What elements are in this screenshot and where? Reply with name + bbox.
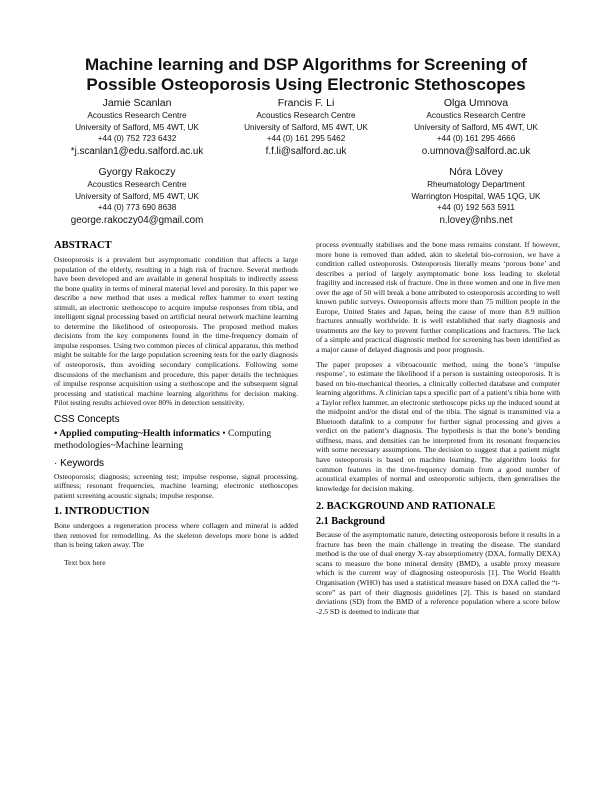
- author-name: Nóra Lövey: [449, 166, 503, 178]
- author-block-3: [391, 97, 561, 158]
- abstract-heading: ABSTRACT: [54, 240, 112, 251]
- author-email[interactable]: f.f.li@salford.ac.uk: [265, 145, 347, 157]
- author-phone: +44 (0) 192 563 5911: [437, 203, 515, 212]
- introduction-heading: 1. INTRODUCTION: [54, 506, 150, 518]
- concepts-body: [54, 428, 298, 452]
- right-column: [316, 240, 560, 621]
- abstract-text: Osteoporosis is a prevalent but asymptomatic condition that affects a large population of the elderly, resulting in a high risk of fracture. Several methods have been developed and are available in general hospitals to indirectly assess the bone quality in terms of mineral material level and porosity. In this paper we describe a new method that uses a medical reflex hammer to exert testing stimuli, an electronic stethoscope to acquire impulse responses from tibia, and intelligent signal processing based on artificial neural network machine learning to determine the likelihood of osteoporosis. The proposed method makes decisions from the key components found in the time-frequency domain of impulse responses. Using two common pieces of clinical apparatus, this method might be suitable for the large population screening tests for the early diagnosis of osteoporosis, thus avoiding secondary complications. Following some discussions of the mechanism and procedure, this paper details the techniques of impulse response acquisition using a stethoscope and the subsequent signal processing and statistical machine learning algorithms for decision making. Pilot testing results achieved over 80% in detection sensitivity.: [54, 255, 298, 408]
- author-email[interactable]: o.umnova@salford.ac.uk: [421, 145, 531, 157]
- introduction-text: Bone undergoes a regeneration process where collagen and mineral is added then removed for remodelling. As the skeleton develops more bone is added than is being taken away. The: [54, 521, 298, 550]
- introduction-continued-text: process eventually stabilises and the bone mass remains constant. If however, more bone is removed than added, akin to skeletal bio-corrosion, we have a condition called osteoporosis. Osteoporosis literally means ‘porous bone’ and describes a period of largely asymptomatic bone loss leading to skeletal fragility and increased risk of fracture. One in three women and one in five men over the age of 50 will break a bone attributed to osteoporosis according to well known public surveys. Osteoporosis affects more than 75 million people in the Europe, United States and Japan, being the cause of more than 8.9 million fractures annually worldwide. It is well established that early diagnosis and treatments are the key to prevent further complications and fractures. The lack of a simple and practical diagnostic method for screening has been identified as a major cause of delayed diagnosis and poor prognosis.: [316, 240, 560, 355]
- author-block-4: [52, 166, 222, 227]
- text-box-placeholder: Text box here: [64, 558, 106, 568]
- concepts-primary: • Applied computing~Health informatics: [54, 427, 220, 439]
- left-column: [54, 240, 298, 568]
- author-affiliation: Rheumatology Department: [427, 180, 525, 189]
- author-affiliation: Acoustics Research Centre: [256, 111, 356, 120]
- author-address: University of Salford, M5 4WT, UK: [75, 191, 199, 201]
- author-email[interactable]: *j.scanlan1@edu.salford.ac.uk: [70, 145, 204, 157]
- author-block-2: [221, 97, 391, 158]
- author-address: University of Salford, M5 4WT, UK: [244, 122, 368, 132]
- author-email[interactable]: george.rakoczy04@gmail.com: [70, 214, 204, 226]
- keywords-heading: · Keywords: [54, 457, 105, 469]
- author-address: University of Salford, M5 4WT, UK: [414, 122, 538, 132]
- paper-title: [40, 55, 572, 95]
- method-overview-text: The paper proposes a vibroacoustic method, using the bone’s ‘impulse response’, to estimate the likelihood if a person is sustaining osteoporosis. It is based on bio-mechanical theories, a clinically collected database and computer learning algorithms. A clinician taps a specific part of a patient’s tibia bone with a Taylor reflex hammer, an electronic stethoscope picks up the induced sound at the midpoint and/or the distal end of the tibia. The signal is transmitted via a Bluetooth datalink to a computer for further signal processing and gives a verdict on the patient’s diagnosis. The hypothesis is that the bone’s bending stiffness, mass, and densities can be interpreted from its resonant frequencies with some necessary assumptions. The decision to suggest that a patient might have osteoporosis is based on machine learning. The algorithm looks for common features in the time-frequency domain from a good number of acoustical examples of normal and osteoporotic subjects, then generalises the knowledge for decision making.: [316, 359, 560, 493]
- author-name: Jamie Scanlan: [102, 97, 172, 109]
- background-section-heading: 2. BACKGROUND AND RATIONALE: [316, 501, 496, 513]
- author-email[interactable]: n.lovey@nhs.net: [439, 214, 513, 226]
- background-subsection-heading: 2.1 Background: [316, 516, 385, 528]
- author-block-5: [391, 166, 561, 227]
- author-phone: +44 (0) 161 295 5462: [266, 134, 346, 143]
- concepts-heading: CSS Concepts: [54, 413, 120, 425]
- background-text: Because of the asymptomatic nature, detecting osteoporosis before it results in a fracture has been the main challenge in treating the disease. The standard method is the use of dual energy X-ray absorptiometry (DXA, formally DEXA) scans to measure the bone mineral density (BMD), a usable proxy measure which is the current way of diagnosing osteoporosis [1]. The World Health Organisation (WHO) has used a statistical measure based on DXA called the “t-score” as part of their diagnosis guidelines [2]. This is based on standard deviations (SD) from the BMD of a reference population where a score below -2.5 SD is deemed to indicate that: [316, 530, 560, 616]
- author-address: University of Salford, M5 4WT, UK: [75, 122, 199, 132]
- concepts-secondary: • Computing methodologies~Machine learning: [54, 427, 272, 451]
- title-line-1: Machine learning and DSP Algorithms for Screening of: [84, 55, 528, 74]
- author-phone: +44 (0) 773 690 8638: [97, 203, 177, 212]
- author-affiliation: Acoustics Research Centre: [426, 111, 526, 120]
- author-name: Gyorgy Rakoczy: [98, 166, 176, 178]
- author-block-1: [52, 97, 222, 158]
- author-name: Francis F. Li: [277, 97, 335, 109]
- keywords-text: Osteoporosis; diagnosis; screening test; impulse response, signal processing, stiffness; resonant frequencies, machine learning; electronic stethoscopes patient screening acoustic signals; impulse response.: [54, 471, 298, 500]
- author-phone: +44 (0) 752 723 6432: [97, 134, 177, 143]
- title-line-2: Possible Osteoporosis Using Electronic Stethoscopes: [86, 75, 526, 94]
- author-phone: +44 (0) 161 295 4666: [436, 134, 516, 143]
- author-affiliation: Acoustics Research Centre: [87, 180, 187, 189]
- author-affiliation: Acoustics Research Centre: [87, 111, 187, 120]
- author-address: Warrington Hospital, WA5 1QG, UK: [411, 191, 541, 201]
- author-name: Olga Umnova: [443, 97, 509, 109]
